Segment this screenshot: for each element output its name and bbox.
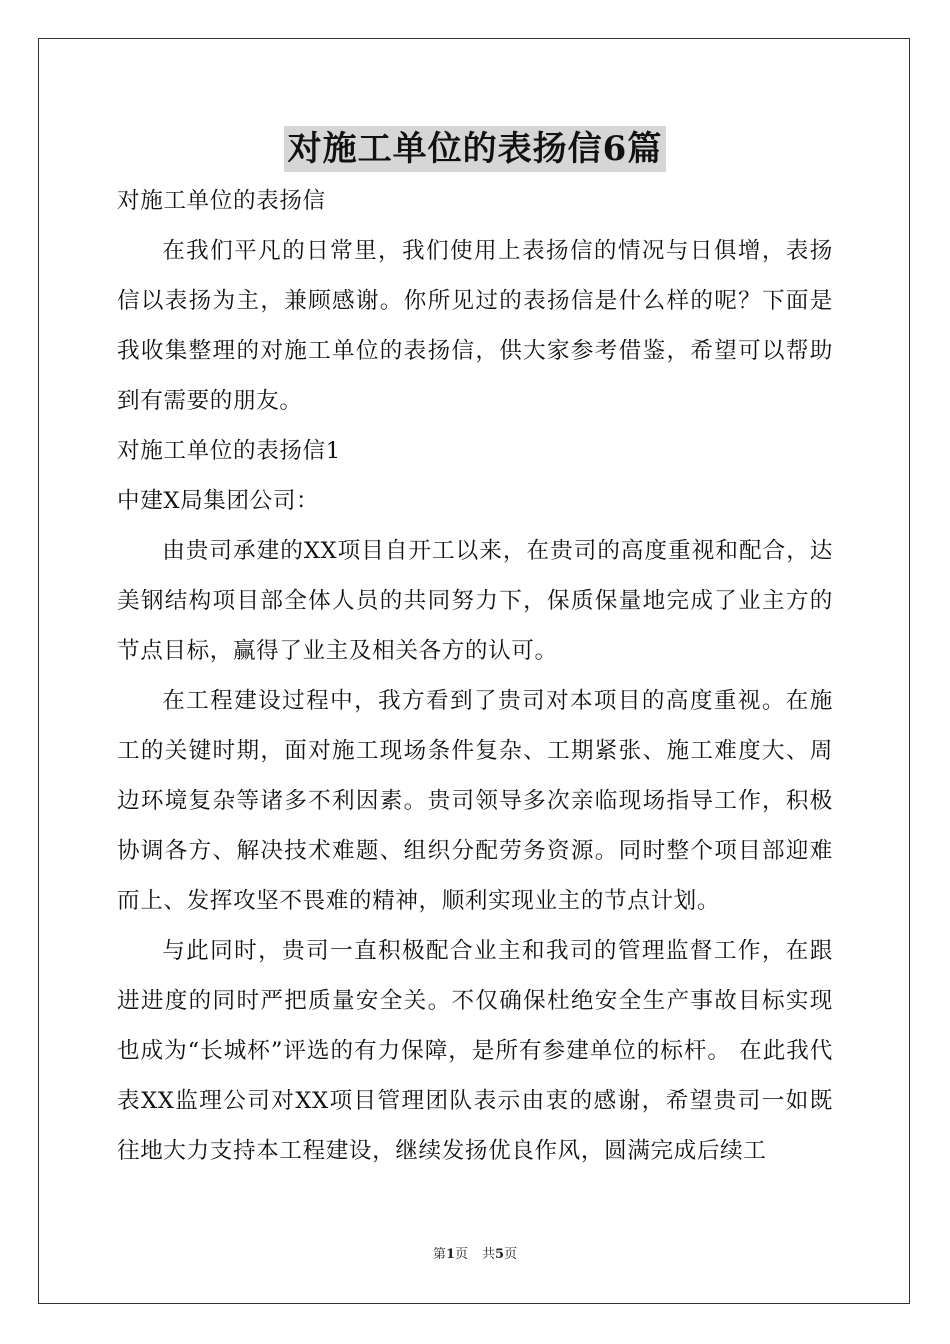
paragraph-body-1: 由贵司承建的XX项目自开工以来，在贵司的高度重视和配合，达美钢结构项目部全体人员的共同努力下，保质保量地完成了业主方的节点目标，赢得了业主及相关各方的认可。	[117, 538, 833, 664]
document-body	[117, 176, 833, 1176]
paragraph-letter-heading: 对施工单位的表扬信1	[117, 438, 341, 464]
page-prefix: 第	[432, 1247, 446, 1262]
page-footer	[0, 1246, 950, 1264]
paragraph-subtitle: 对施工单位的表扬信	[117, 188, 326, 214]
page-suffix: 页	[454, 1247, 468, 1262]
page-current: 1	[445, 1247, 455, 1262]
page-total: 5	[495, 1247, 505, 1262]
document-title: 对施工单位的表扬信6篇	[284, 126, 667, 172]
paragraph-body-2: 在工程建设过程中，我方看到了贵司对本项目的高度重视。在施工的关键时期，面对施工现场条件复杂、工期紧张、施工难度大、周边环境复杂等诸多不利因素。贵司领导多次亲临现场指导工作，积极协调各方、解决技术难题、组织分配劳务资源。同时整个项目部迎难而上、发挥攻坚不畏难的精神，顺利实现业主的节点计划。	[117, 688, 833, 914]
total-suffix: 页	[504, 1247, 518, 1262]
title-container	[0, 126, 950, 172]
paragraph-body-3: 与此同时，贵司一直积极配合业主和我司的管理监督工作，在跟进进度的同时严把质量安全关。不仅确保杜绝安全生产事故目标实现也成为“长城杯”评选的有力保障，是所有参建单位的标杆。 在此我代表XX监理公司对XX项目管理团队表示由衷的感谢，希望贵司一如既往地大力支持本工程建设，继续发扬优良作风，圆满完成后续工	[117, 938, 833, 1164]
paragraph-salutation: 中建X局集团公司：	[117, 488, 320, 514]
paragraph-intro: 在我们平凡的日常里，我们使用上表扬信的情况与日俱增，表扬信以表扬为主，兼顾感谢。你所见过的表扬信是什么样的呢？下面是我收集整理的对施工单位的表扬信，供大家参考借鉴，希望可以帮助到有需要的朋友。	[117, 238, 833, 414]
total-prefix: 共	[482, 1247, 496, 1262]
